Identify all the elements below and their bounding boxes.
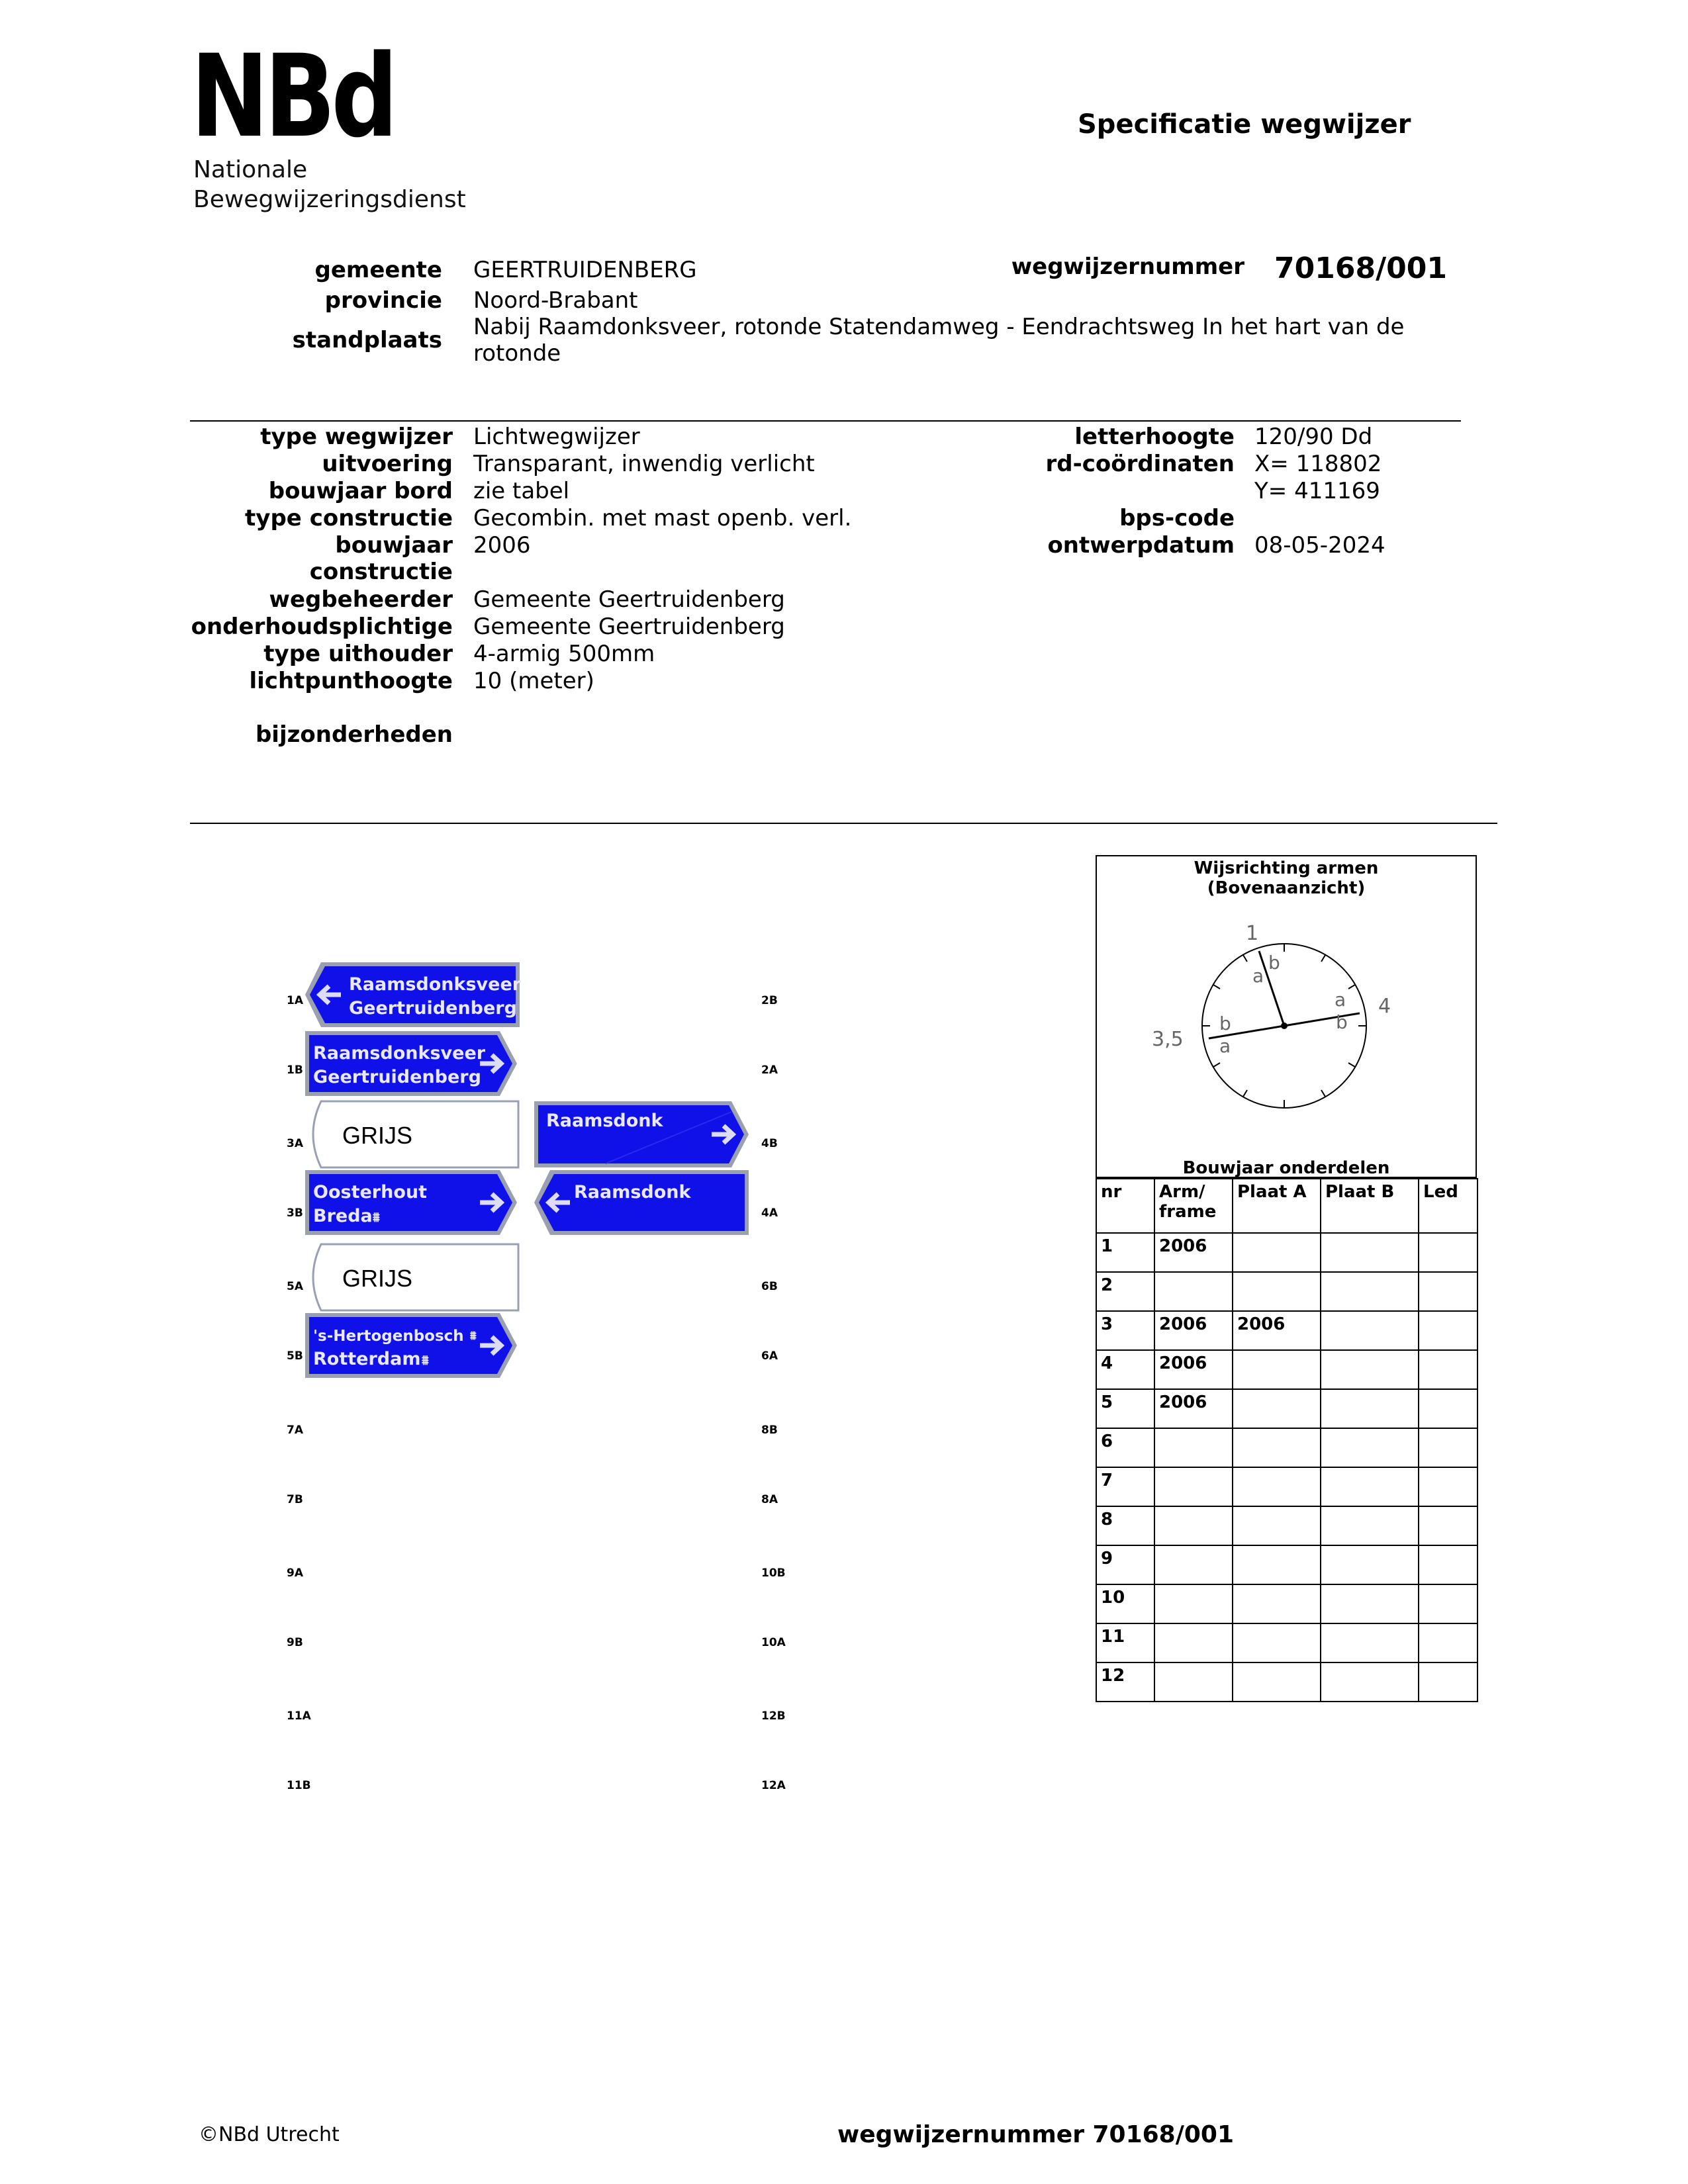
sign-panels <box>301 953 778 1390</box>
compass-subtitle: (Bovenaanzicht) <box>1207 878 1366 898</box>
letterhoogte-value: 120/90 Dd <box>1254 424 1373 450</box>
sign-label-8b: 8B <box>761 1424 778 1437</box>
sign-label-3b: 3B <box>287 1206 303 1220</box>
cell-nr: 9 <box>1096 1545 1154 1584</box>
arm-4-line <box>1284 1013 1360 1026</box>
col-header-plaat-a: Plaat A <box>1233 1179 1321 1233</box>
divider-top <box>190 420 1461 422</box>
sign-label-1a: 1A <box>287 994 303 1007</box>
compass-title: Wijsrichting armen <box>1194 858 1379 878</box>
sign-3b <box>305 1170 517 1235</box>
sign-label-2b: 2B <box>761 994 778 1007</box>
sign-1a-line1: Raamsdonksveer <box>349 974 522 995</box>
onderhoudsplichtige-value: Gemeente Geertruidenberg <box>473 614 785 640</box>
col-header-nr: nr <box>1096 1179 1154 1233</box>
cell-nr: 2 <box>1096 1272 1154 1311</box>
cell-led <box>1419 1506 1477 1545</box>
cell-arm <box>1154 1272 1233 1311</box>
col-header-led: Led <box>1419 1179 1477 1233</box>
bouwjaar-title: Bouwjaar onderdelen <box>1182 1158 1390 1178</box>
sign-label-11b: 11B <box>287 1779 311 1792</box>
cell-nr: 3 <box>1096 1311 1154 1350</box>
cell-plaat-b <box>1321 1506 1419 1545</box>
cell-nr: 11 <box>1096 1623 1154 1662</box>
cell-arm: 2006 <box>1154 1350 1233 1389</box>
letterhoogte-label: letterhoogte <box>1074 424 1235 450</box>
wegwijzernummer-value: 70168/001 <box>1274 251 1447 285</box>
logo-line-2: Bewegwijzeringsdienst <box>193 186 466 213</box>
cell-led <box>1419 1623 1477 1662</box>
nbd-logo: NBd <box>191 30 394 163</box>
cell-arm <box>1154 1662 1233 1702</box>
rd-x-value: X= 118802 <box>1254 451 1382 477</box>
sign-5b-line1: 's-Hertogenbosch <box>313 1328 464 1345</box>
cell-plaat-a <box>1233 1428 1321 1467</box>
cell-plaat-a: 2006 <box>1233 1311 1321 1350</box>
cell-plaat-b <box>1321 1233 1419 1272</box>
table-row <box>1096 1623 1477 1662</box>
sign-1b-line1: Raamsdonksveer <box>313 1043 486 1064</box>
sign-3b-line2: Breda <box>313 1206 373 1226</box>
arm-35-b: b <box>1219 1013 1231 1034</box>
sign-label-6a: 6A <box>761 1349 778 1363</box>
bouwjaar-constructie-value: 2006 <box>473 532 531 559</box>
motorway-icon: ⩩ <box>422 1352 429 1368</box>
sign-5a-text: GRIJS <box>342 1265 413 1292</box>
sign-label-12b: 12B <box>761 1709 786 1723</box>
table-row <box>1096 1233 1477 1272</box>
logo-line-1: Nationale <box>193 156 308 183</box>
cell-led <box>1419 1584 1477 1623</box>
sign-1b-line2: Geertruidenberg <box>313 1067 481 1087</box>
arm-1-b: b <box>1268 952 1280 974</box>
sign-label-1b: 1B <box>287 1064 303 1077</box>
footer-wegwijzernummer: wegwijzernummer 70168/001 <box>837 2121 1235 2148</box>
lichtpunthoogte-value: 10 (meter) <box>473 668 594 694</box>
ontwerpdatum-value: 08-05-2024 <box>1254 532 1385 559</box>
ontwerpdatum-label: ontwerpdatum <box>1047 532 1235 559</box>
cell-plaat-b <box>1321 1311 1419 1350</box>
cell-plaat-b <box>1321 1389 1419 1428</box>
bijzonderheden-label: bijzonderheden <box>255 721 453 748</box>
standplaats-value-line2: rotonde <box>473 340 561 367</box>
sign-4a-text: Raamsdonk <box>574 1182 691 1203</box>
cell-plaat-a <box>1233 1506 1321 1545</box>
col-header-arm-1: Arm/ <box>1159 1182 1205 1202</box>
cell-nr: 4 <box>1096 1350 1154 1389</box>
table-row <box>1096 1545 1477 1584</box>
cell-led <box>1419 1350 1477 1389</box>
sign-label-5b: 5B <box>287 1349 303 1363</box>
type-constructie-value: Gecombin. met mast openb. verl. <box>473 505 852 531</box>
gemeente-label: gemeente <box>314 257 442 283</box>
col-header-arm-2: frame <box>1159 1202 1217 1222</box>
table-row <box>1096 1350 1477 1389</box>
cell-led <box>1419 1233 1477 1272</box>
cell-arm <box>1154 1467 1233 1506</box>
table-row <box>1096 1428 1477 1467</box>
col-header-plaat-b: Plaat B <box>1321 1179 1419 1233</box>
standplaats-label: standplaats <box>292 327 442 353</box>
table-row <box>1096 1272 1477 1311</box>
cell-plaat-b <box>1321 1623 1419 1662</box>
sign-label-9a: 9A <box>287 1567 303 1580</box>
compass-diagram <box>1145 920 1423 1118</box>
col-header-arm <box>1154 1179 1233 1233</box>
bouwjaar-table <box>1096 1178 1478 1702</box>
table-row <box>1096 1662 1477 1702</box>
sign-label-11a: 11A <box>287 1709 311 1723</box>
cell-plaat-a <box>1233 1584 1321 1623</box>
cell-arm: 2006 <box>1154 1233 1233 1272</box>
cell-nr: 10 <box>1096 1584 1154 1623</box>
arm-label-1: 1 <box>1246 922 1259 945</box>
cell-nr: 8 <box>1096 1506 1154 1545</box>
type-wegwijzer-label: type wegwijzer <box>260 424 453 450</box>
arm-label-35: 3,5 <box>1152 1028 1184 1051</box>
type-wegwijzer-value: Lichtwegwijzer <box>473 424 640 450</box>
sign-label-7a: 7A <box>287 1424 303 1437</box>
cell-plaat-a <box>1233 1662 1321 1702</box>
wegbeheerder-label: wegbeheerder <box>269 586 453 613</box>
table-row <box>1096 1467 1477 1506</box>
arm-label-4: 4 <box>1378 995 1391 1018</box>
sign-4a <box>534 1170 749 1235</box>
lichtpunthoogte-label: lichtpunthoogte <box>249 668 453 694</box>
bouwjaar-bord-value: zie tabel <box>473 478 570 504</box>
cell-plaat-a <box>1233 1623 1321 1662</box>
cell-led <box>1419 1545 1477 1584</box>
cell-arm <box>1154 1545 1233 1584</box>
type-constructie-label: type constructie <box>245 505 453 531</box>
sign-3a <box>313 1101 518 1167</box>
cell-plaat-a <box>1233 1467 1321 1506</box>
wegwijzernummer-label: wegwijzernummer <box>1011 253 1244 280</box>
footer-copyright: ©NBd Utrecht <box>199 2123 340 2146</box>
sign-label-3a: 3A <box>287 1137 303 1150</box>
cell-nr: 6 <box>1096 1428 1154 1467</box>
provincie-value: Noord-Brabant <box>473 287 638 314</box>
cell-led <box>1419 1428 1477 1467</box>
sign-5b-line2: Rotterdam <box>313 1349 421 1369</box>
cell-nr: 5 <box>1096 1389 1154 1428</box>
cell-plaat-a <box>1233 1272 1321 1311</box>
cell-nr: 1 <box>1096 1233 1154 1272</box>
table-header-row <box>1096 1179 1477 1233</box>
motorway-icon: ⩩ <box>470 1329 477 1343</box>
document-title: Specificatie wegwijzer <box>1078 109 1411 140</box>
sign-5a <box>313 1244 518 1310</box>
sign-label-9b: 9B <box>287 1636 303 1649</box>
cell-plaat-a <box>1233 1233 1321 1272</box>
table-row <box>1096 1389 1477 1428</box>
uitvoering-value: Transparant, inwendig verlicht <box>473 451 815 477</box>
cell-led <box>1419 1467 1477 1506</box>
bouwjaar-constructie-label-2: constructie <box>309 559 453 585</box>
arm-35-a: a <box>1219 1035 1231 1057</box>
standplaats-value-line1: Nabij Raamdonksveer, rotonde Statendamweg - Eendrachtsweg In het hart van de <box>473 314 1405 340</box>
cell-plaat-b <box>1321 1350 1419 1389</box>
cell-arm: 2006 <box>1154 1311 1233 1350</box>
cell-plaat-b <box>1321 1467 1419 1506</box>
cell-plaat-b <box>1321 1662 1419 1702</box>
cell-arm <box>1154 1623 1233 1662</box>
cell-nr: 12 <box>1096 1662 1154 1702</box>
cell-led <box>1419 1272 1477 1311</box>
cell-led <box>1419 1311 1477 1350</box>
cell-plaat-b <box>1321 1272 1419 1311</box>
sign-1a-line2: Geertruidenberg <box>349 998 517 1019</box>
cell-arm <box>1154 1428 1233 1467</box>
cell-plaat-a <box>1233 1350 1321 1389</box>
table-row <box>1096 1584 1477 1623</box>
table-row <box>1096 1311 1477 1350</box>
cell-arm <box>1154 1584 1233 1623</box>
cell-arm <box>1154 1506 1233 1545</box>
cell-plaat-b <box>1321 1584 1419 1623</box>
bouwjaar-constructie-label: bouwjaar <box>335 532 453 559</box>
bouwjaar-bord-label: bouwjaar bord <box>268 478 453 504</box>
sign-1b <box>305 1031 517 1096</box>
onderhoudsplichtige-label: onderhoudsplichtige <box>191 614 453 640</box>
cell-led <box>1419 1662 1477 1702</box>
cell-plaat-b <box>1321 1428 1419 1467</box>
sign-label-10a: 10A <box>761 1636 786 1649</box>
arm-4-b: b <box>1336 1011 1348 1033</box>
bps-code-label: bps-code <box>1119 505 1235 531</box>
sign-label-6b: 6B <box>761 1280 778 1293</box>
sign-3b-line1: Oosterhout <box>313 1182 428 1203</box>
sign-5b <box>305 1313 517 1378</box>
sign-label-10b: 10B <box>761 1567 786 1580</box>
sign-label-7b: 7B <box>287 1493 303 1506</box>
cell-plaat-a <box>1233 1389 1321 1428</box>
sign-label-12a: 12A <box>761 1779 786 1792</box>
sign-1a <box>305 962 522 1027</box>
cell-plaat-b <box>1321 1545 1419 1584</box>
sign-3a-text: GRIJS <box>342 1122 413 1149</box>
sign-4b-text: Raamsdonk <box>546 1111 663 1131</box>
arm-4-a: a <box>1335 989 1346 1011</box>
sign-label-5a: 5A <box>287 1280 303 1293</box>
rd-y-value: Y= 411169 <box>1254 478 1380 504</box>
sign-4b <box>534 1101 749 1167</box>
uitvoering-label: uitvoering <box>322 451 453 477</box>
arm-1-a: a <box>1252 965 1264 987</box>
sign-label-2a: 2A <box>761 1064 778 1077</box>
sign-label-4b: 4B <box>761 1137 778 1150</box>
type-uithouder-label: type uithouder <box>263 641 453 667</box>
sign-label-8a: 8A <box>761 1493 778 1506</box>
sign-label-4a: 4A <box>761 1206 778 1220</box>
cell-led <box>1419 1389 1477 1428</box>
divider-bottom <box>190 823 1497 824</box>
rd-coordinaten-label: rd-coördinaten <box>1045 451 1235 477</box>
cell-nr: 7 <box>1096 1467 1154 1506</box>
motorway-icon: ⩩ <box>373 1209 380 1225</box>
wegbeheerder-value: Gemeente Geertruidenberg <box>473 586 785 613</box>
table-row <box>1096 1506 1477 1545</box>
type-uithouder-value: 4-armig 500mm <box>473 641 655 667</box>
gemeente-value: GEERTRUIDENBERG <box>473 257 697 283</box>
cell-plaat-a <box>1233 1545 1321 1584</box>
provincie-label: provincie <box>324 287 442 314</box>
cell-arm: 2006 <box>1154 1389 1233 1428</box>
